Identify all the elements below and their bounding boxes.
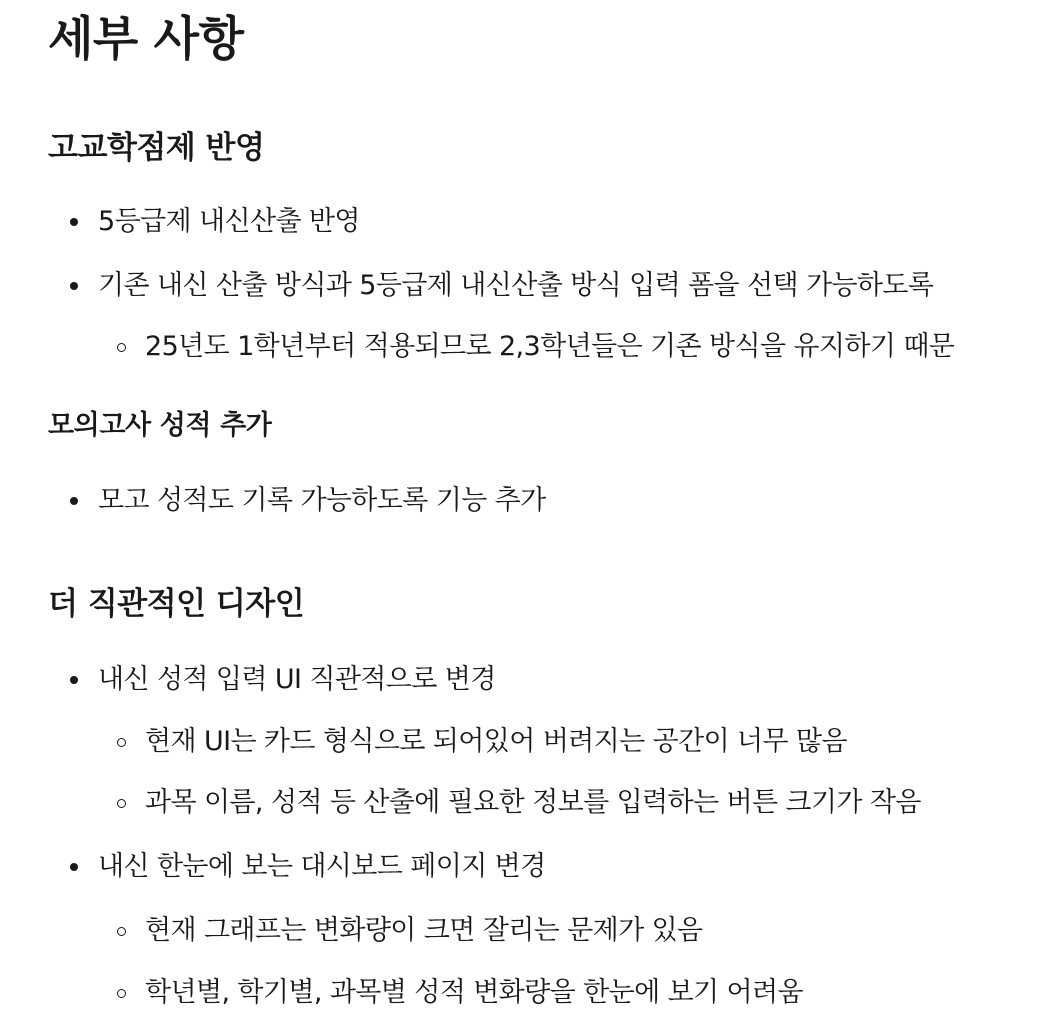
sub-list-item: 과목 이름, 성적 등 산출에 필요한 정보를 입력하는 버튼 크기가 작음 [145, 787, 921, 818]
list-item: 기존 내신 산출 방식과 5등급제 내신산출 방식 입력 폼을 선택 가능하도록 [98, 270, 934, 301]
bullet-icon [70, 676, 78, 684]
bullet-icon [70, 497, 78, 505]
bullet-icon [70, 218, 78, 226]
section-heading-high-school-credit: 고교학점제 반영 [48, 130, 265, 166]
bullet-icon [70, 863, 78, 871]
bullet-icon [70, 282, 78, 290]
sub-bullet-icon [117, 799, 126, 808]
sub-bullet-icon [117, 343, 126, 352]
section-heading-intuitive-design: 더 직관적인 디자인 [48, 586, 305, 622]
page-title: 세부 사항 [48, 12, 244, 67]
list-item: 5등급제 내신산출 반영 [98, 206, 360, 237]
sub-list-item: 현재 그래프는 변화량이 크면 잘리는 문제가 있음 [145, 915, 703, 946]
sub-bullet-icon [117, 927, 126, 936]
sub-bullet-icon [117, 738, 126, 747]
list-item: 내신 한눈에 보는 대시보드 페이지 변경 [98, 851, 546, 882]
sub-list-item: 25년도 1학년부터 적용되므로 2,3학년들은 기존 방식을 유지하기 때문 [145, 331, 955, 362]
section-heading-mock-exam: 모의고사 성적 추가 [48, 410, 272, 441]
list-item: 모고 성적도 기록 가능하도록 기능 추가 [98, 485, 546, 516]
sub-bullet-icon [117, 989, 126, 998]
sub-list-item: 현재 UI는 카드 형식으로 되어있어 버려지는 공간이 너무 많음 [145, 726, 847, 757]
sub-list-item: 학년별, 학기별, 과목별 성적 변화량을 한눈에 보기 어려움 [145, 977, 803, 1008]
list-item: 내신 성적 입력 UI 직관적으로 변경 [98, 664, 496, 695]
